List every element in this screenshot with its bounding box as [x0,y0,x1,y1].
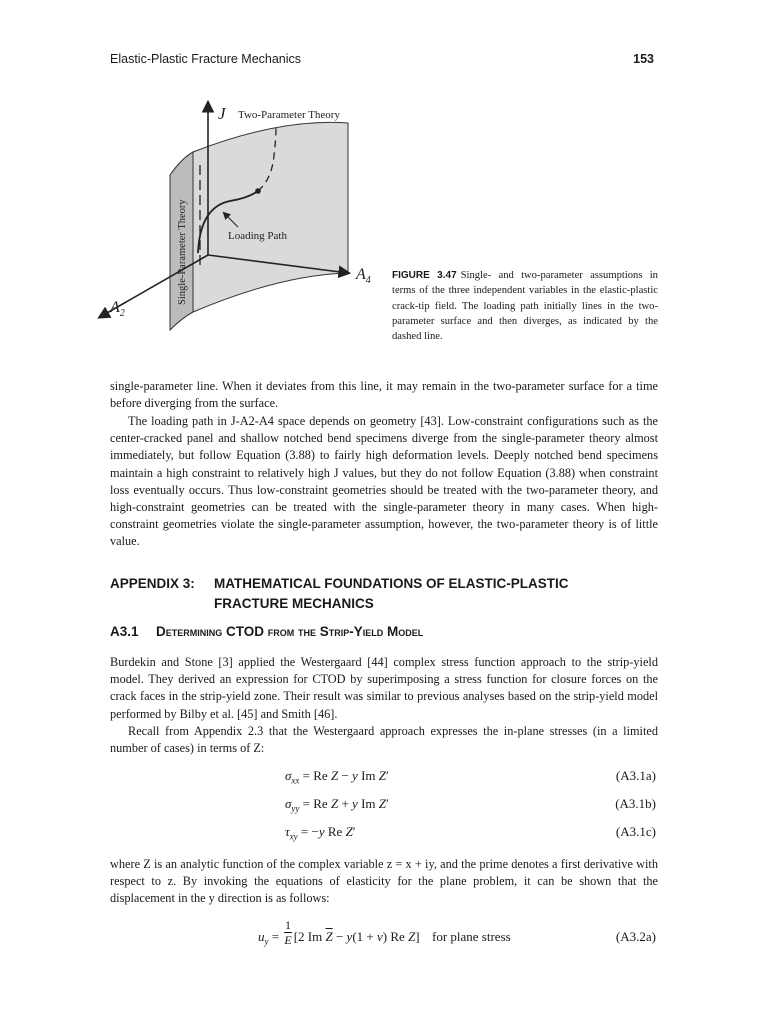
section-title: Determining CTOD from the Strip-Yield Model [156,624,424,639]
equation-a3-2a: $u_y$ = $\frac{1}{E}$ [2 Im $\overline{Z} - y(1 + \nu)$ Re Z] for plane stress (A3.2a) [258,918,656,948]
appendix-title-line2: FRACTURE MECHANICS [214,596,374,611]
equation-condition: for plane stress [432,929,511,944]
paragraph-burdekin-stone: Burdekin and Stone [3] applied the Westergaard [44] complex stress function approach to the strip-yield model. They derived an expression for CTOD by superimposing a stress function for closure forces on the crack faces in the strip-yield zone. Their result was similar to previous analyses based on the strip-yield model performed by Bilby et al. [45] and Smith [46]. [110,655,658,721]
paragraph-continuation: single-parameter line. When it deviates from this line, it may remain in the two-parameter surface for a time before diverging from the surface. [110,379,658,411]
equation-number-a3-2a: (A3.2a) [615,929,656,944]
paragraph-westergaard: Recall from Appendix 2.3 that the Westergaard approach expresses the in-plane stresses (in a limited number of cases) in terms of Z: [110,724,658,756]
equation-number-a3-1b: (A3.1b) [615,796,656,811]
label-two-parameter-theory: Two-Parameter Theory [238,109,340,121]
paragraph-analytic-function: where Z is an analytic function of the complex variable z = x + iy, and the prime denotes a first derivative with respect to z. By invoking the equations of elasticity for the plane problem, it can be shown that the displacement in the y direction is as follows: [110,857,658,906]
figure-caption-text: Single- and two-parameter assumptions in terms of the three independent variables in the elastic-plastic crack-tip field. The loading path initially lines in the two-parameter surface and then diverges, as indicated by the dashed line. [392,270,658,343]
section-number: A3.1 [110,624,139,639]
paragraph-loading-path: The loading path in J-A2-A4 space depends on geometry [43]. Low-constraint configurations such as the center-cracked panel and shallow notched bend specimens diverge from the single-parameter theory almost immediately, but follow Equation (3.88) to fairly high deformation levels. Deeply notched bend specimens maintain a high constraint to relatively high J values, but they do not follow Equation (3.88) when constraint loss eventually occurs. Thus low-constraint geometries should be treated with the two-parameter theory, and high-constraint geometries can be treated with the single-parameter theory in many cases. When high-constraint geometries violate the single-parameter assumption, however, the two-parameter theory is of little value. [110,414,658,549]
equation-number-a3-1c: (A3.1c) [615,824,656,839]
equation-number-a3-1a: (A3.1a) [615,768,656,783]
figure-3-47-diagram [90,95,380,345]
figure-caption-label: FIGURE 3.47 [392,270,457,281]
label-loading-path: Loading Path [228,230,287,242]
running-title: Elastic-Plastic Fracture Mechanics [110,52,302,66]
appendix-heading [110,574,670,614]
appendix-label: APPENDIX 3: [110,576,195,591]
appendix-title-line1: MATHEMATICAL FOUNDATIONS OF ELASTIC-PLASTIC [214,576,569,591]
axis-label-j: J [218,104,226,123]
figure-caption [392,268,658,344]
equation-a3-1b: $\sigma_{yy} = Re$ Z + y Im Z′ (A3.1b) [285,796,656,814]
axis-label-a4: $A_4$ [356,266,371,286]
label-single-parameter-theory: Single-Parameter Theory [177,199,188,305]
two-parameter-surface [193,122,348,312]
equation-a3-1a: $\sigma_{xx} = Re$ Z − y Im Z′ (A3.1a) [285,768,656,786]
axis-label-a2: $A_2$ [110,299,125,319]
section-heading [110,624,423,639]
page-number: 153 [633,52,654,66]
equation-a3-1c: $\tau_{xy} = -y$ Re Z′ (A3.1c) [285,824,656,842]
